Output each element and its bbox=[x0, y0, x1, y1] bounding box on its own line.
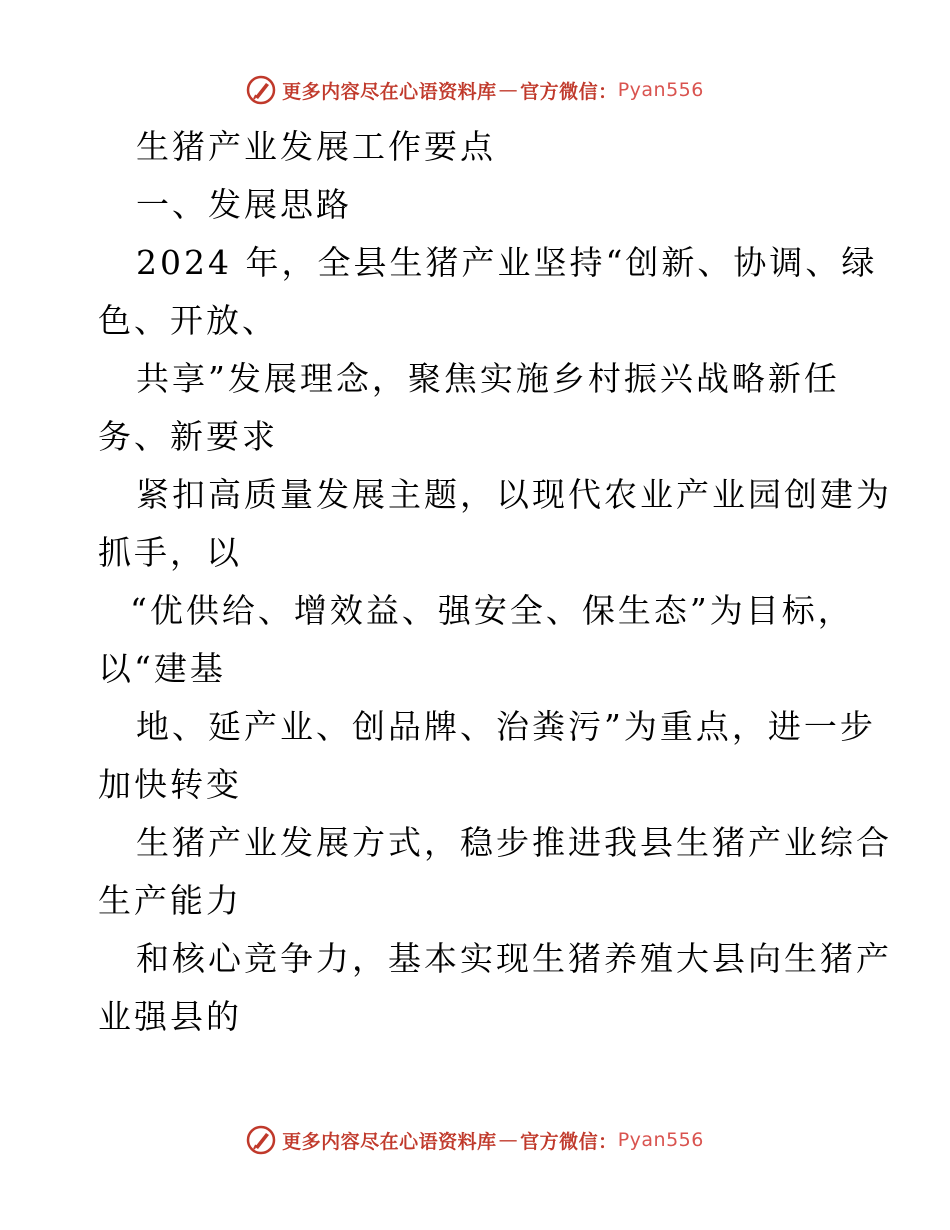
watermark-dash: — bbox=[498, 79, 519, 101]
paragraph-line: 共享”发展理念，聚焦实施乡村振兴战略新任 bbox=[136, 359, 840, 398]
watermark-wechat-label: 官方微信： bbox=[520, 80, 618, 103]
paragraph-line: 色、开放、 bbox=[98, 301, 278, 340]
paragraph-line: 地、延产业、创品牌、治粪污”为重点，进一步 bbox=[136, 707, 876, 746]
paragraph-line: 紧扣高质量发展主题，以现代农业产业园创建为 bbox=[136, 475, 892, 514]
watermark-wechat-id: Pyan556 bbox=[617, 79, 704, 101]
watermark-text: 更多内容尽在心语资料库 bbox=[282, 80, 497, 103]
paragraph-line: 务、新要求 bbox=[98, 417, 278, 456]
watermark-wechat-label: 官方微信： bbox=[520, 1130, 618, 1153]
paragraph-line: “优供给、增效益、强安全、保生态”为目标， bbox=[130, 591, 854, 630]
paragraph-line: 业强县的 bbox=[98, 997, 242, 1036]
paragraph-line: 和核心竞争力，基本实现生猪养殖大县向生猪产 bbox=[136, 939, 892, 978]
paragraph-line: 以“建基 bbox=[98, 649, 226, 688]
paragraph-line: 抓手，以 bbox=[98, 533, 242, 572]
paragraph-line: 2024 年，全县生猪产业坚持“创新、协调、绿 bbox=[136, 243, 878, 282]
document-title: 生猪产业发展工作要点 bbox=[136, 127, 496, 166]
quill-logo-icon bbox=[246, 1125, 276, 1155]
watermark-dash: — bbox=[498, 1129, 519, 1151]
paragraph-line: 加快转变 bbox=[98, 765, 242, 804]
watermark-wechat-id: Pyan556 bbox=[617, 1129, 704, 1151]
quill-logo-icon bbox=[246, 75, 276, 105]
watermark-text: 更多内容尽在心语资料库 bbox=[282, 1130, 497, 1153]
section-heading: 一、发展思路 bbox=[136, 185, 352, 224]
paragraph-line: 生猪产业发展方式，稳步推进我县生猪产业综合 bbox=[136, 823, 892, 862]
header-watermark bbox=[0, 70, 950, 110]
document-body bbox=[98, 118, 892, 1046]
paragraph-line: 生产能力 bbox=[98, 881, 242, 920]
footer-watermark bbox=[0, 1120, 950, 1160]
